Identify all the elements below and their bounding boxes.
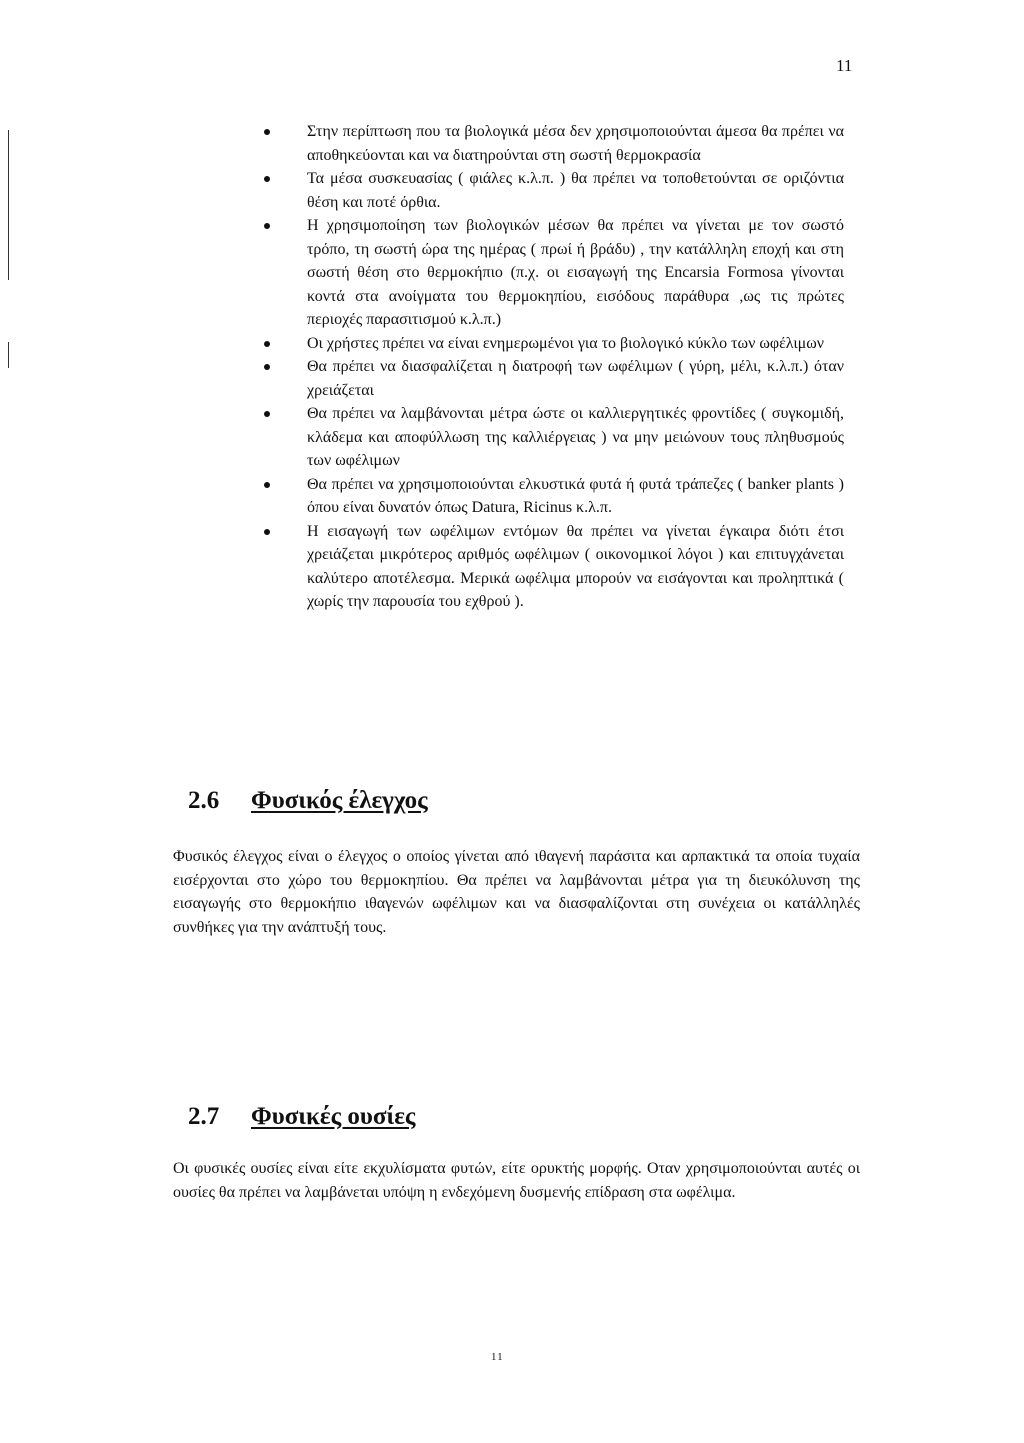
bullet-dot-icon [264,482,270,488]
bullet-text: Θα πρέπει να λαμβάνονται μέτρα ώστε οι καλλιεργητικές φροντίδες ( συγκομιδή, κλάδεμα και αποφύλλωση της καλλιέργειας ) να μην μειώνουν τους πληθυσμούς των ωφέλιμων [307,405,844,469]
bullet-text: Η χρησιμοποίηση των βιολογικών μέσων θα πρέπει να γίνεται με τον σωστό τρόπο, τη σωστή ώρα της ημέρας ( πρωί ή βράδυ) , την κατάλληλη εποχή και στη σωστή θέση στο θερμοκήπιο (π.χ. οι εισαγωγή της Encarsia Formosa γίνονται κοντά στα ανοίγματα του θερμοκηπίου, εισόδους παράθυρα ,ως τις πρώτες περιοχές παρασιτισμού κ.λ.π.) [307,217,844,328]
section-paragraph: Φυσικός έλεγχος είναι ο έλεγχος ο οποίος γίνεται από ιθαγενή παράσιτα και αρπακτικά τα οποία τυχαία εισέρχονται στο χώρο του θερμοκηπίου. Θα πρέπει να λαμβάνονται μέτρα για τη διευκόλυνση της εισαγωγής στο θερμοκήπιο ιθαγενών ωφέλιμων και να διασφαλίζονται στη συνέχεια οι κατάλληλές συνθήκες για την ανάπτυξή τους. [173,848,860,936]
bullet-item [264,355,844,402]
bullet-dot-icon [264,529,270,535]
section-heading-2-7 [188,1103,415,1131]
bullet-text: Θα πρέπει να χρησιμοποιούνται ελκυστικά φυτά ή φυτά τράπεζες ( banker plants ) όπου είναι δυνατόν όπως Datura, Ricinus κ.λ.π. [307,475,844,516]
bullet-item [264,167,844,214]
bullet-item [264,520,844,614]
section-paragraph: Οι φυσικές ουσίες είναι είτε εκχυλίσματα φυτών, είτε ορυκτής μορφής. Οταν χρησιμοποιούνται αυτές οι ουσίες θα πρέπει να λαμβάνεται υπόψη η ενδεχόμενη δυσμενής επίδραση στα ωφέλιμα. [173,1160,860,1201]
section-title: Φυσικός έλεγχος [251,787,428,814]
bullet-item [264,214,844,332]
bullet-dot-icon [264,223,270,229]
page-number-bottom: 11 [491,1351,504,1363]
bullet-dot-icon [264,411,270,417]
bullet-item [264,473,844,520]
bullet-text: Τα μέσα συσκευασίας ( φιάλες κ.λ.π. ) θα πρέπει να τοποθετούνται σε οριζόντια θέση και ποτέ όρθια. [307,170,844,211]
page-number-top: 11 [836,56,853,75]
section-title: Φυσικές ουσίες [251,1103,416,1130]
section-number: 2.6 [188,787,220,814]
bullet-item [264,402,844,473]
bullet-dot-icon [264,364,270,370]
bullet-text: Η εισαγωγή των ωφέλιμων εντόμων θα πρέπει να γίνεται έγκαιρα διότι έτσι χρειάζεται μικρότερος αριθμός ωφέλιμων ( οικονομικοί λόγοι ) και επιτυγχάνεται καλύτερο αποτέλεσμα. Μερικά ωφέλιμα μπορούν να εισάγονται και προληπτικά ( χωρίς την παρουσία του εχθρού ). [307,522,844,610]
section-heading-2-6 [188,787,428,815]
left-margin-rule [8,130,9,280]
left-margin-rule [8,342,9,368]
bullet-dot-icon [264,341,270,347]
bullet-item [264,120,844,167]
bullet-dot-icon [264,176,270,182]
bullet-dot-icon [264,129,270,135]
bullet-text: Θα πρέπει να διασφαλίζεται η διατροφή των ωφέλιμων ( γύρη, μέλι, κ.λ.π.) όταν χρειάζεται [307,358,844,399]
bullet-item [264,332,844,356]
bullet-text: Οι χρήστες πρέπει να είναι ενημερωμένοι για το βιολογικό κύκλο των ωφέλιμων [307,334,825,352]
bullet-list [264,120,844,614]
bullet-text: Στην περίπτωση που τα βιολογικά μέσα δεν χρησιμοποιούνται άμεσα θα πρέπει να αποθηκεύονται και να διατηρούνται στη σωστή θερμοκρασία [307,123,844,164]
section-number: 2.7 [188,1103,220,1130]
